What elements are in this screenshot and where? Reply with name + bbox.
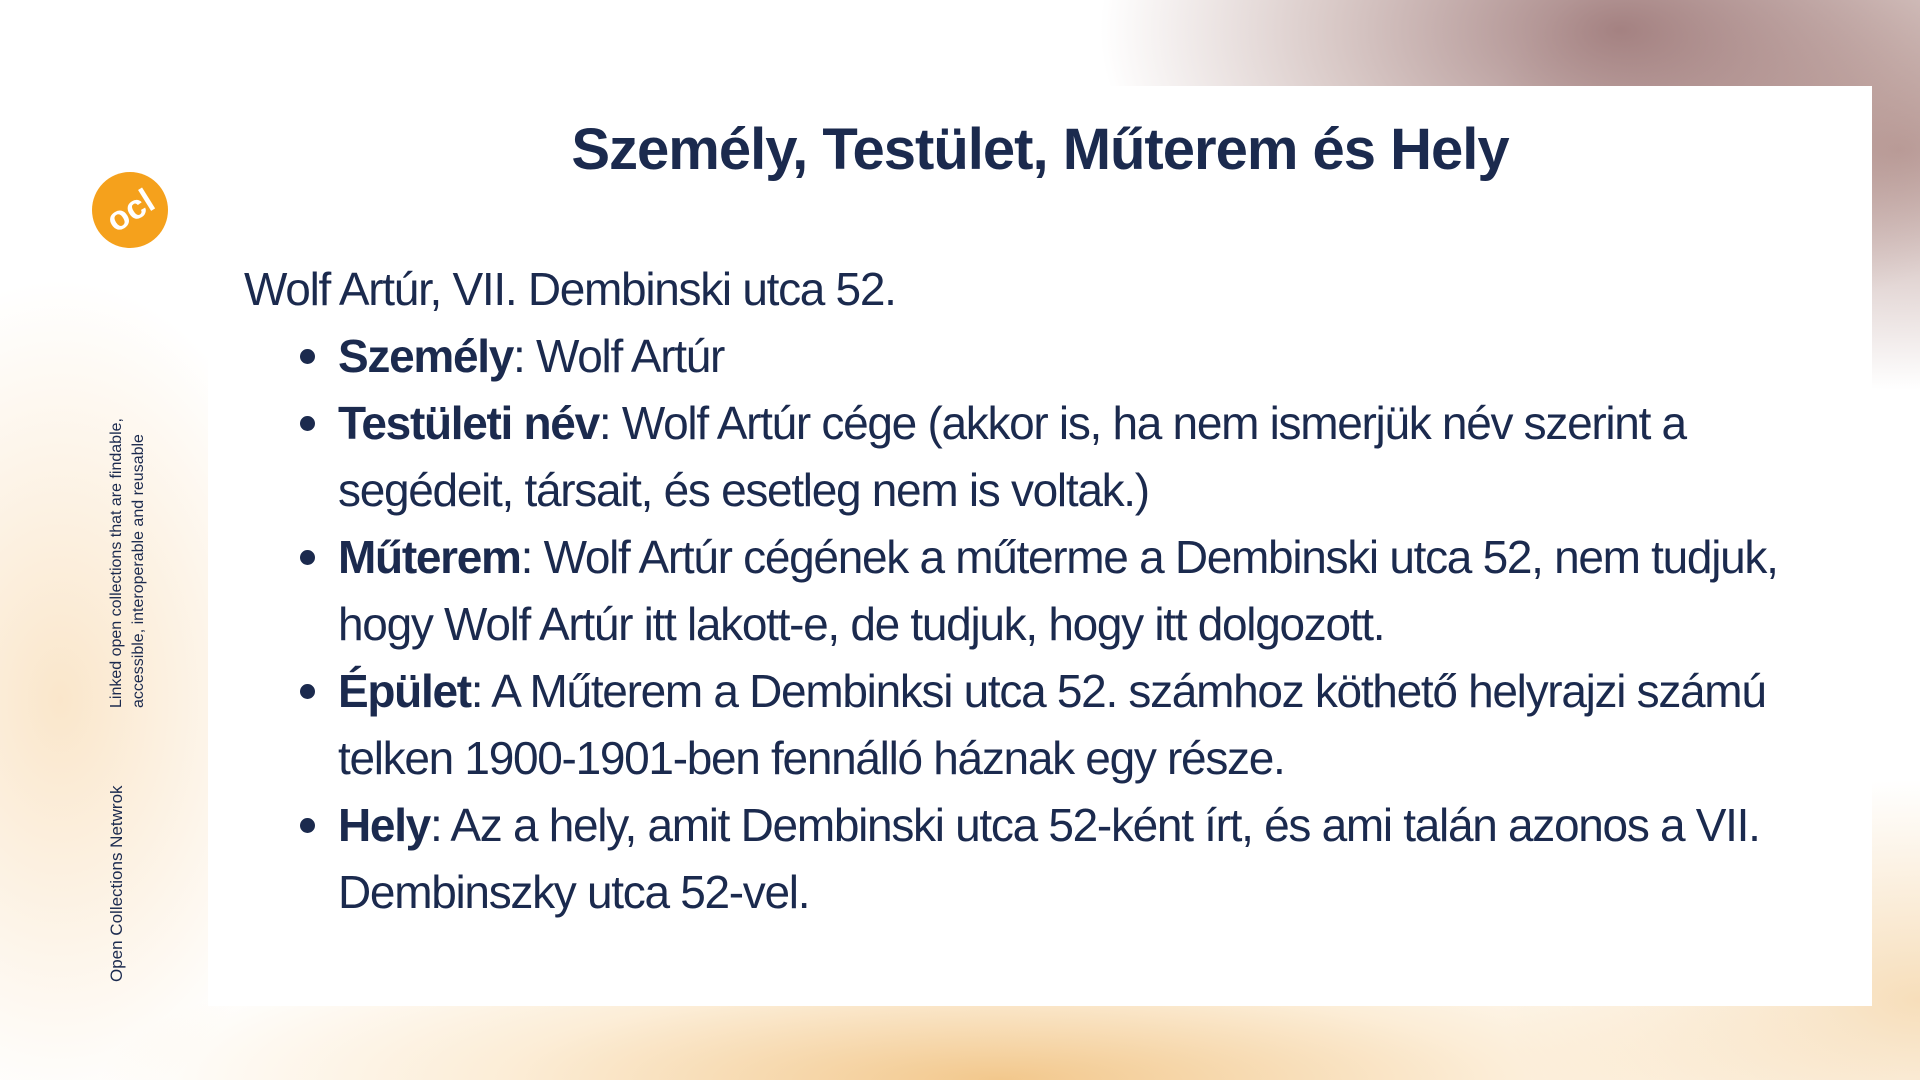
intro-line: Wolf Artúr, VII. Dembinski utca 52. xyxy=(244,263,896,315)
tagline-line-2: accessible, interoperable and reusable xyxy=(130,434,147,708)
slide-content xyxy=(244,256,1844,926)
ocn-logo-mark xyxy=(92,172,168,248)
bullet-list xyxy=(244,323,1844,926)
logo-text: ocl xyxy=(99,181,162,240)
item-text: : Wolf Artúr cégének a műterme a Dembinski utca 52, nem tudjuk, hogy Wolf Artúr itt lakott-e, de tudjuk, hogy itt dolgozott. xyxy=(338,531,1778,650)
list-item xyxy=(338,390,1844,524)
item-text: : Wolf Artúr cége (akkor is, ha nem ismerjük név szerint a segédeit, társait, és esetleg nem is voltak.) xyxy=(338,397,1686,516)
item-term: Műterem xyxy=(338,531,521,583)
slide-title: Személy, Testület, Műterem és Hely xyxy=(571,117,1509,182)
slide-card xyxy=(208,86,1872,1006)
item-text: : A Műterem a Dembinksi utca 52. számhoz köthető helyrajzi számú telken 1900-1901-ben fennálló háznak egy része. xyxy=(338,665,1766,784)
tagline xyxy=(106,418,150,708)
list-item xyxy=(338,524,1844,658)
item-text: : Az a hely, amit Dembinski utca 52-ként írt, és ami talán azonos a VII. Dembinszky utca 52-vel. xyxy=(338,799,1760,918)
item-term: Testületi név xyxy=(338,397,599,449)
ocn-logo-icon xyxy=(92,172,168,248)
item-term: Hely xyxy=(338,799,430,851)
list-item xyxy=(338,323,1844,390)
item-term: Épület xyxy=(338,665,471,717)
list-item xyxy=(338,658,1844,792)
network-name: Open Collections Netwrok xyxy=(107,785,126,982)
item-term: Személy xyxy=(338,330,514,382)
list-item xyxy=(338,792,1844,926)
item-text: : Wolf Artúr xyxy=(513,330,725,382)
tagline-line-1: Linked open collections that are findable, xyxy=(108,418,125,708)
